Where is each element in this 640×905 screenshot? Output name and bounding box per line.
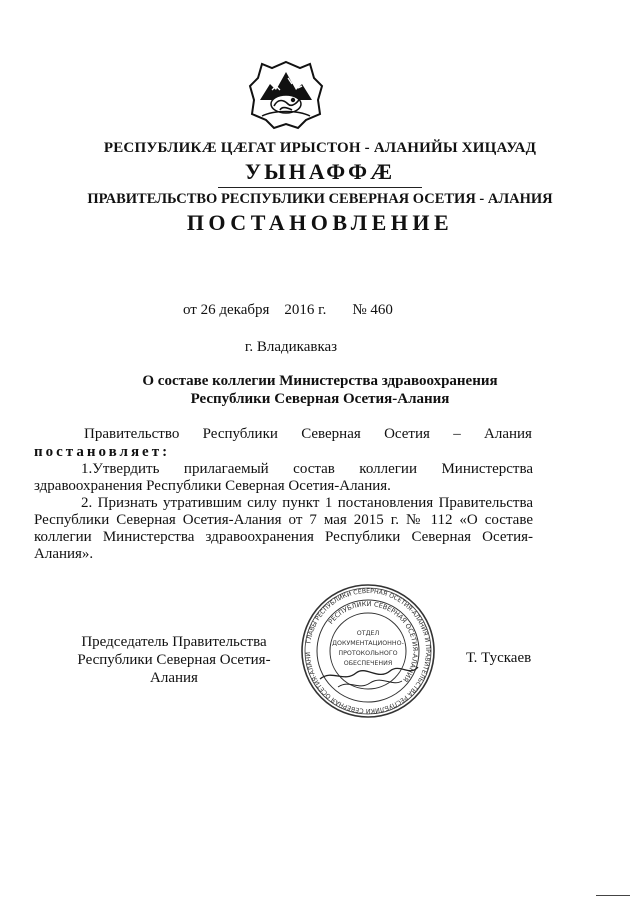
- resolution-verb: постановляет:: [34, 444, 171, 460]
- ossetian-government-line: РЕСПУБЛИКӔ ЦӔГАТ ИРЫСТОН - АЛАНИЙЫ ХИЦАУАД: [103, 140, 537, 156]
- paragraph-1: 1.Утвердить прилагаемый состав коллегии Министерства здравоохранения Республики Северная Осетия-Алания.: [34, 461, 533, 494]
- stamp-center-line: ПРОТОКОЛЬНОГО: [338, 650, 398, 657]
- signatory-position-line-2: Республики Северная Осетия-Алания: [77, 652, 271, 686]
- coat-of-arms-emblem-icon: [248, 60, 324, 130]
- preamble-word: Северная: [301, 426, 361, 442]
- stamp-inner-ring-text: РЕСПУБЛИКИ СЕВЕРНАЯ ОСЕТИЯ-АЛАНИЯ: [326, 599, 420, 684]
- title-divider: [218, 187, 422, 188]
- document-number: № 460: [352, 302, 393, 318]
- preamble-word: Осетия: [384, 426, 430, 442]
- preamble-line: [84, 426, 532, 443]
- subject-line-1: О составе коллегии Министерства здравоохранения: [142, 373, 498, 389]
- russian-document-title: ПОСТАНОВЛЕНИЕ: [186, 210, 454, 235]
- signatory-position-line-1: Председатель Правительства: [81, 634, 267, 650]
- subject-line-2: Республики Северная Осетия-Алания: [190, 391, 450, 407]
- preamble-word: Республики: [202, 426, 278, 442]
- signatory-name: Т. Тускаев: [466, 650, 532, 666]
- document-date: от 26 декабря 2016 г.: [183, 302, 327, 318]
- ossetian-document-title: УЫНАФФӔ: [244, 159, 396, 184]
- stamp-outer-ring-text: ГЛАВЫ РЕСПУБЛИКИ СЕВЕРНАЯ ОСЕТИЯ-АЛАНИЯ И ПРАВИТЕЛЬСТВА РЕСПУБЛИКИ СЕВЕРНАЯ ОСЕТИЯ-АЛАНИ: [304, 587, 432, 715]
- footer-mark: [596, 895, 630, 896]
- stamp-center-line: ОТДЕЛ: [356, 630, 380, 637]
- paragraph-2: 2. Признать утратившим силу пункт 1 постановления Правительства Республики Северная Осетия-Алания от 7 мая 2015 г. № 112 «О составе коллегии Министерства здравоохранения Республики Северная Осетия-Алания».: [34, 495, 533, 562]
- document-city: г. Владикавказ: [244, 339, 338, 355]
- stamp-center-line: ДОКУМЕНТАЦИОННО-: [332, 640, 404, 647]
- document-subject: [0, 372, 640, 408]
- russian-government-line: ПРАВИТЕЛЬСТВО РЕСПУБЛИКИ СЕВЕРНАЯ ОСЕТИЯ - АЛАНИЯ: [87, 191, 553, 207]
- official-seal-stamp: [298, 583, 438, 719]
- preamble-word: Алания: [484, 426, 532, 442]
- signatory-position: [54, 633, 294, 687]
- preamble-word: Правительство: [84, 426, 180, 442]
- stamp-center-line: ОБЕСПЕЧЕНИЯ: [343, 660, 393, 667]
- preamble-word: –: [453, 426, 461, 442]
- document-date-number: [183, 302, 393, 319]
